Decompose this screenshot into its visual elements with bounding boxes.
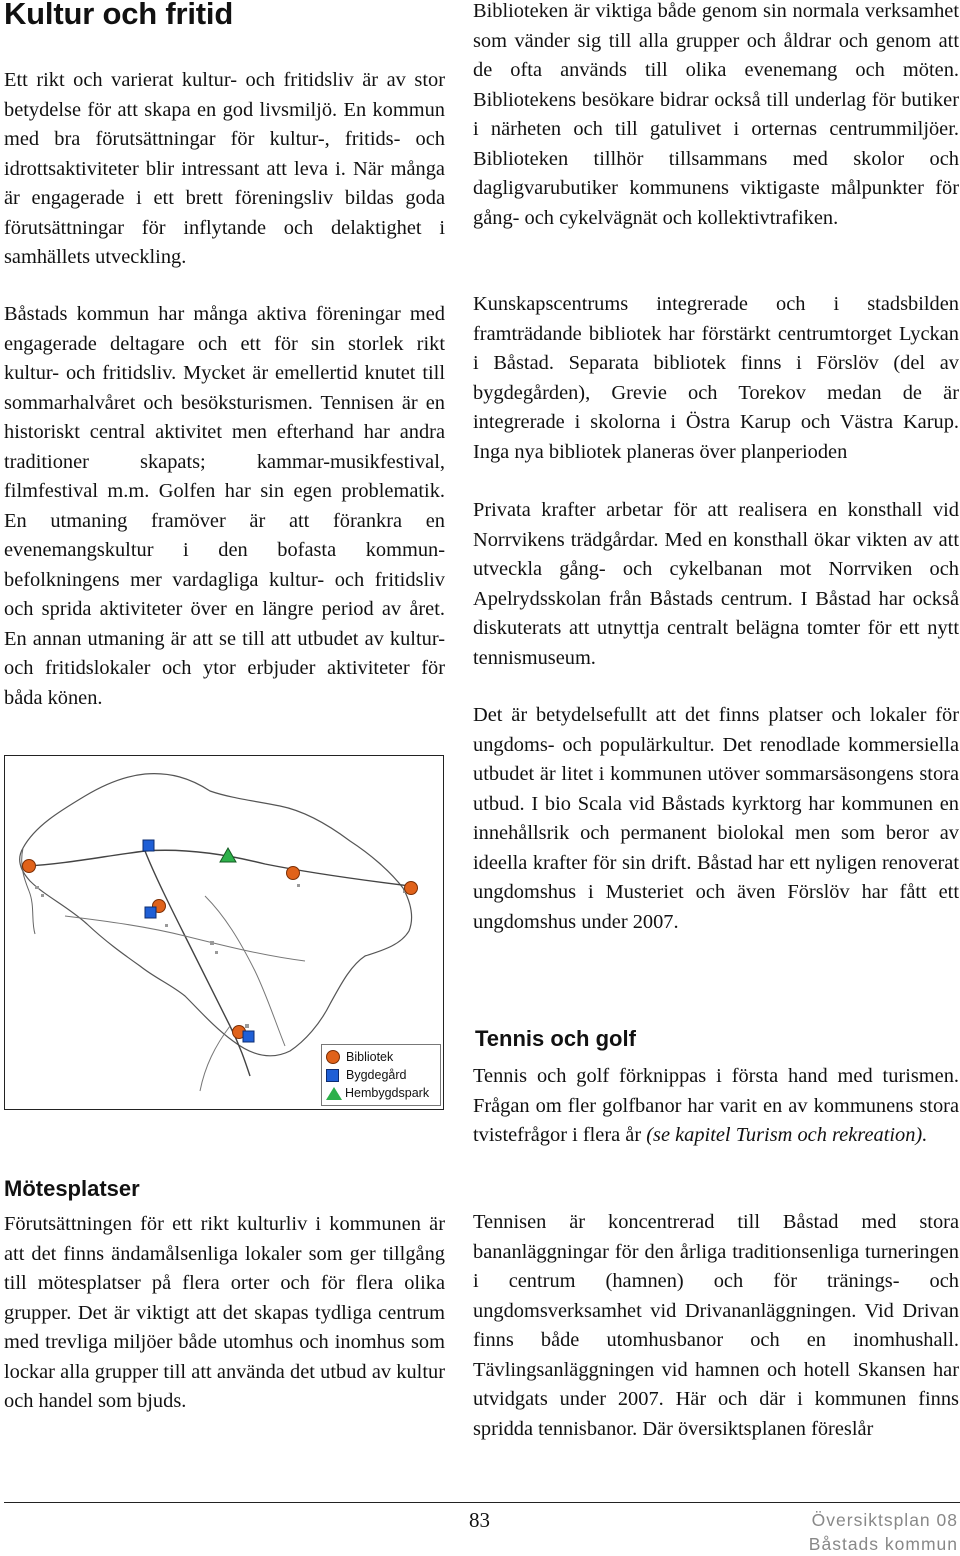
document-title-line2: Båstads kommun	[808, 1534, 958, 1554]
youth-culture-paragraph: Det är betydelsefullt att det finns platser och lokaler för ungdoms- och populärkultur. Det renodlade kommersiella utbudet är litet i kommunen utöver sommarsäsongens stora utbud. I bio Scala vid Båstads kyrktorg har kommunen en innehållsrik och permanent biolokal men som beror av ideella krafter för sin drift. Båstad har ett nyligen renoverat ungdomshus i Musteriet och även Förslöv har fått ett ungdomshus under 2007.	[473, 704, 959, 933]
library-paragraph: Biblioteken är viktiga både genom sin normala verksamhet som vänder sig till alla grupper och åldrar och genom att de ofta används till olika evenemang och möten. Bibliotekens besökare bidrar också till underlag för butiker i närheten och till gatulivet i orternas centrummiljöer. Biblioteken tillhör tillsammans med skolor och dagligvarubutiker kommunens viktigaste målpunkter för gång- och cykelvägnät och kollektivtrafiken.	[473, 0, 959, 229]
rail-line	[205, 896, 285, 1046]
main-road	[27, 850, 410, 886]
municipality-outline	[20, 774, 412, 1056]
map-legend	[321, 1044, 441, 1106]
document-title	[809, 1508, 958, 1556]
secondary-road	[65, 916, 305, 961]
community-hall-marker	[145, 907, 156, 918]
tennis-paragraph: Tennisen är koncentrerad till Båstad med stora bananläggningar för den årliga traditionsenliga turneringen i centrum (hamnen) och för tränings- och ungdomsverksamhet vid Drivananläggningen. Vid Drivan finns både utomhusbanor och en inomhushall. Tävlingsanläggningen vid hamnen och hotell Skansen har utvidgats under 2007. Här och där i kommunen finns spridda tennisbanor. Där översiktsplanen föreslår	[473, 1211, 959, 1440]
motesplatser-heading: Mötesplatser	[4, 1176, 140, 1201]
page-number: 83	[469, 1508, 490, 1532]
chapter-reference: (se kapitel Turism och rekreation).	[646, 1124, 928, 1146]
meeting-places-paragraph: Förutsättningen för ett rikt kulturliv i kommunen är att det finns ändamålsenliga lokaler som ger tillgång till mötesplatser på flera orter och för flera olika grupper. Det är viktigt att det skapas tydliga centrum med trevliga miljöer både utomhus och inomhus som lockar alla grupper till att använda det utbud av kultur och handel som bjuds.	[4, 1213, 445, 1412]
association-paragraph: Båstads kommun har många aktiva föreningar med engagerade deltagare och ett för sin storlek rikt kultur- och fritidsliv. Mycket är emellertid knutet till sommarhalvåret och besöksturismen. Tennisen är en historiskt central aktivitet men efterhand har andra traditioner skapats; kammar-musikfestival, filmfestival m.m. Golfen har sin egen problematik. En utmaning framöver är att förankra en evenemangskultur i den bofasta kommun-befolkningens mer vardagliga kultur- och fritidsliv och sprida aktiviteter över en längre period av året. En annan utmaning är att se till att utbudet av kultur- och fritidslokaler och ytor erbjuder aktiviteter för båda könen.	[4, 303, 445, 709]
tennis-golf-text: Tennis och golf förknippas i första hand med turismen. Frågan om fler golfbanor har varit en av kommunens stora tvistefrågor i flera år	[473, 1065, 959, 1146]
footer-divider	[4, 1502, 960, 1503]
tennis-golf-heading: Tennis och golf	[475, 1026, 636, 1051]
settlement-dots	[35, 876, 406, 1035]
legend-label: Hembygdspark	[345, 1086, 430, 1100]
library-marker	[287, 867, 300, 880]
art-hall-paragraph: Privata krafter arbetar för att realisera en konsthall vid Norrvikens trädgårdar. Med en konsthall ökar vikten av att utveckla gång- och cykelbanan mot Norrviken och Apelrydsskolan från Båstads centrum. I Båstad har också diskuterats att utnyttja centralt belägna tomter för ett nytt tennismuseum.	[473, 499, 959, 669]
knowledge-center-paragraph: Kunskapscentrums integrerade och i stadsbilden framträdande bibliotek har förstärkt centrumtorget Lyckan i Båstad. Separata bibliotek finns i Förslöv (del av bygdegården), Grevie och Torekov medan de är integrerade i skolorna i Östra Karup och Västra Karup. Inga nya bibliotek planeras över planperioden	[473, 293, 959, 463]
legend-label: Bibliotek	[346, 1050, 394, 1064]
tennis-golf-paragraph	[473, 1062, 959, 1151]
legend-item-community-hall	[326, 1066, 436, 1084]
legend-item-library	[326, 1048, 436, 1066]
legend-item-heritage-park	[326, 1084, 436, 1102]
community-hall-marker	[143, 840, 154, 851]
legend-square-icon	[326, 1069, 339, 1082]
community-hall-marker	[243, 1031, 254, 1042]
document-title-line1: Översiktsplan 08	[811, 1510, 958, 1530]
legend-circle-icon	[326, 1050, 340, 1064]
legend-triangle-icon	[326, 1087, 342, 1100]
library-marker	[23, 860, 36, 873]
page-title: Kultur och fritid	[4, 0, 234, 31]
library-marker	[405, 882, 418, 895]
legend-label: Bygdegård	[346, 1068, 407, 1082]
culture-map	[4, 755, 444, 1110]
intro-paragraph: Ett rikt och varierat kultur- och fritidsliv är av stor betydelse för att skapa en god livsmiljö. En kommun med bra förutsättningar för kultur-, fritids- och idrottsaktiviteter blir intressant att leva i. När många är engagerade i ett brett föreningsliv bildas goda förutsättningar för inflytande och delaktighet i samhällets utveckling.	[4, 69, 445, 268]
